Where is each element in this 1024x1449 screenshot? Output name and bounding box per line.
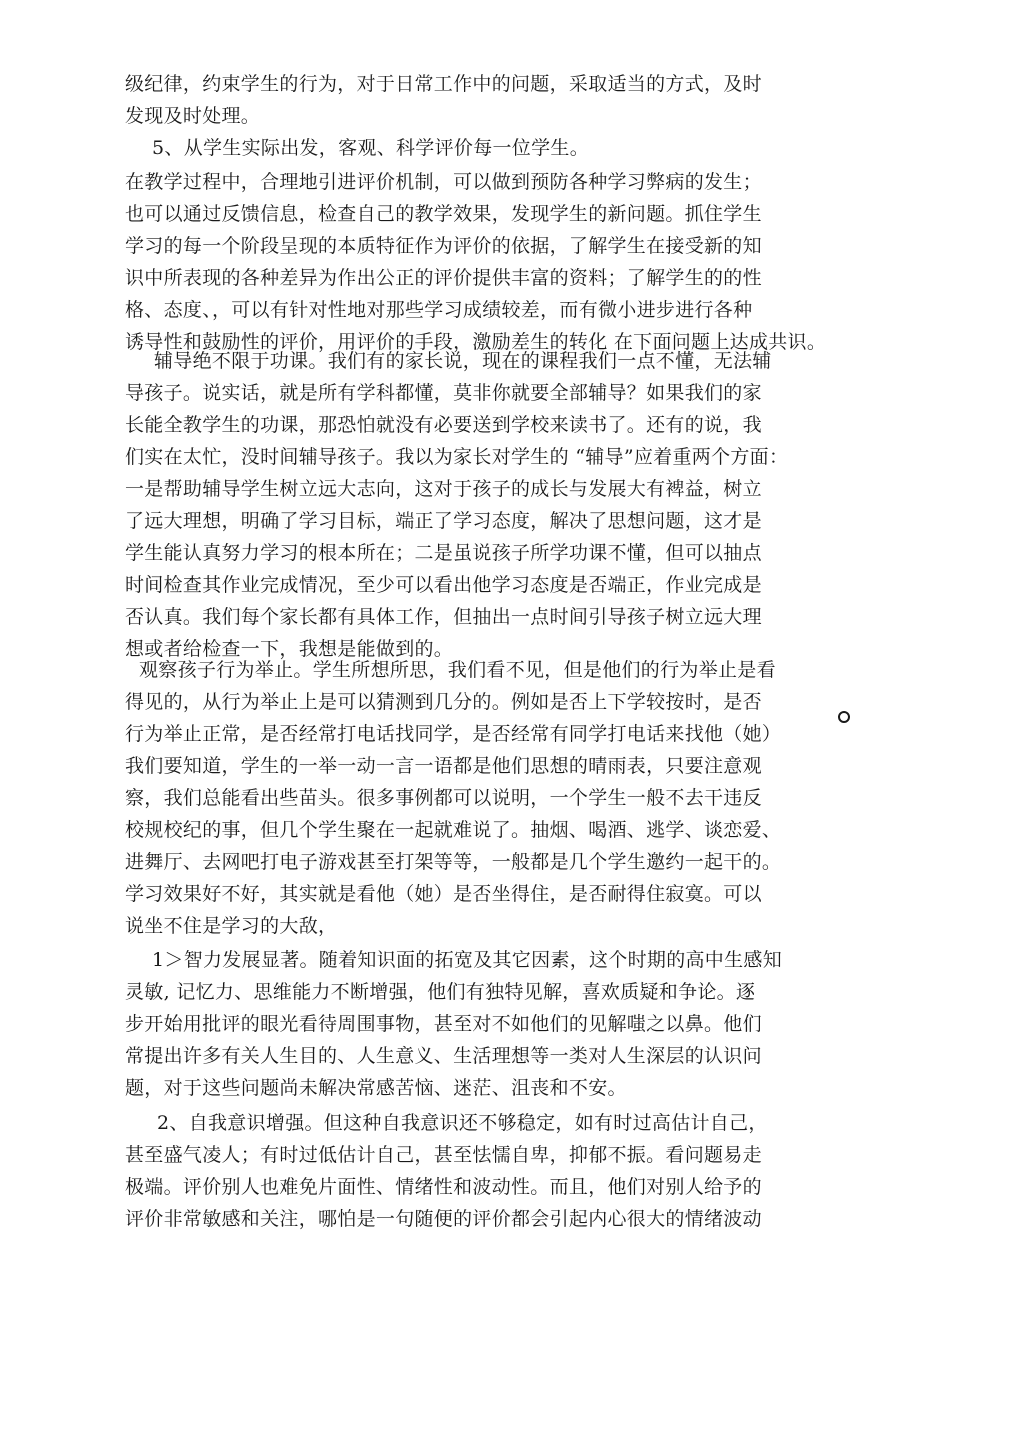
- text-line: 级纪律，约束学生的行为，对于日常工作中的问题，采取适当的方式，及时: [125, 73, 762, 95]
- text-line: 学习效果好不好，其实就是看他（她）是否坐得住，是否耐得住寂寞。可以: [125, 883, 762, 905]
- paragraph-start: 2、自我意识增强。但这种自我意识还不够稳定，如有时过高估计自己，: [157, 1112, 768, 1134]
- text-line: 得见的，从行为举止上是可以猜测到几分的。例如是否上下学较按时，是否: [125, 691, 762, 713]
- text-line: 灵敏, 记忆力、思维能力不断增强，他们有独特见解，喜欢质疑和争论。逐: [125, 981, 756, 1003]
- text-line: 导孩子。说实话，就是所有学科都懂，莫非你就要全部辅导？如果我们的家: [125, 382, 762, 404]
- text-line: 时间检查其作业完成情况，至少可以看出他学习态度是否端正，作业完成是: [125, 574, 762, 596]
- text-line: 识中所表现的各种差异为作出公正的评价提供丰富的资料；了解学生的的性: [125, 267, 762, 289]
- text-line: 诱导性和鼓励性的评价，用评价的手段，激励差生的转化 在下面问题上达成共识。: [125, 331, 827, 353]
- text-line: 步开始用批评的眼光看待周围事物，甚至对不如他们的见解嗤之以鼻。他们: [125, 1013, 762, 1035]
- text-line: 一是帮助辅导学生树立远大志向，这对于孩子的成长与发展大有裨益，树立: [125, 478, 762, 500]
- text-line: 学习的每一个阶段呈现的本质特征作为评价的依据，了解学生在接受新的知: [125, 235, 762, 257]
- text-line: 说坐不住是学习的大敌，: [125, 915, 338, 937]
- text-line: 格、态度、，可以有针对性地对那些学习成绩较差，而有微小进步进行各种: [125, 299, 753, 321]
- text-line: 我们要知道，学生的一举一动一言一语都是他们思想的晴雨表，只要注意观: [125, 755, 762, 777]
- text-line: 甚至盛气凌人；有时过低估计自己，甚至怯懦自卑，抑郁不振。看问题易走: [125, 1144, 762, 1166]
- text-line: 想或者给检查一下，我想是能做到的。: [125, 638, 454, 660]
- text-line: 行为举止正常，是否经常打电话找同学，是否经常有同学打电话来找他（她）: [125, 723, 782, 745]
- text-line: 在教学过程中，合理地引进评价机制，可以做到预防各种学习弊病的发生；: [125, 171, 762, 193]
- text-line: 学生能认真努力学习的根本所在；二是虽说孩子所学功课不懂，但可以抽点: [125, 542, 762, 564]
- paragraph-start: 观察孩子行为举止。学生所想所思，我们看不见，但是他们的行为举止是看: [139, 659, 776, 681]
- text-line: 也可以通过反馈信息，检查自己的教学效果，发现学生的新问题。抓住学生: [125, 203, 762, 225]
- text-line: 校规校纪的事，但几个学生聚在一起就难说了。抽烟、喝酒、逃学、谈恋爱、: [125, 819, 782, 841]
- text-line: 评价非常敏感和关注，哪怕是一句随便的评价都会引起内心很大的情绪波动: [125, 1208, 762, 1230]
- text-line: 进舞厅、去网吧打电子游戏甚至打架等等，一般都是几个学生邀约一起干的。: [125, 851, 782, 873]
- text-line: 极端。评价别人也难免片面性、情绪性和波动性。而且，他们对别人给予的: [125, 1176, 762, 1198]
- text-line: 常提出许多有关人生目的、人生意义、生活理想等一类对人生深层的认识问: [125, 1045, 762, 1067]
- text-line: 长能全教学生的功课，那恐怕就没有必要送到学校来读书了。还有的说，我: [125, 414, 762, 436]
- text-line: 否认真。我们每个家长都有具体工作，但抽出一点时间引导孩子树立远大理: [125, 606, 762, 628]
- section-heading: 5、从学生实际出发，客观、科学评价每一位学生。: [152, 137, 589, 159]
- text-line: 们实在太忙，没时间辅导孩子。我以为家长对学生的 “辅导”应着重两个方面：: [125, 446, 789, 468]
- text-line: 了远大理想，明确了学习目标，端正了学习态度，解决了思想问题，这才是: [125, 510, 762, 532]
- paragraph-start: 1＞智力发展显著。随着知识面的拓宽及其它因素，这个时期的高中生感知: [152, 949, 782, 971]
- paragraph-start: 辅导绝不限于功课。我们有的家长说，现在的课程我们一点不懂，无法辅: [154, 350, 772, 372]
- circle-icon: [838, 711, 850, 723]
- text-line: 发现及时处理。: [125, 105, 261, 127]
- text-line: 题，对于这些问题尚未解决常感苦恼、迷茫、沮丧和不安。: [125, 1077, 627, 1099]
- text-line: 察，我们总能看出些苗头。很多事例都可以说明，一个学生一般不去干违反: [125, 787, 762, 809]
